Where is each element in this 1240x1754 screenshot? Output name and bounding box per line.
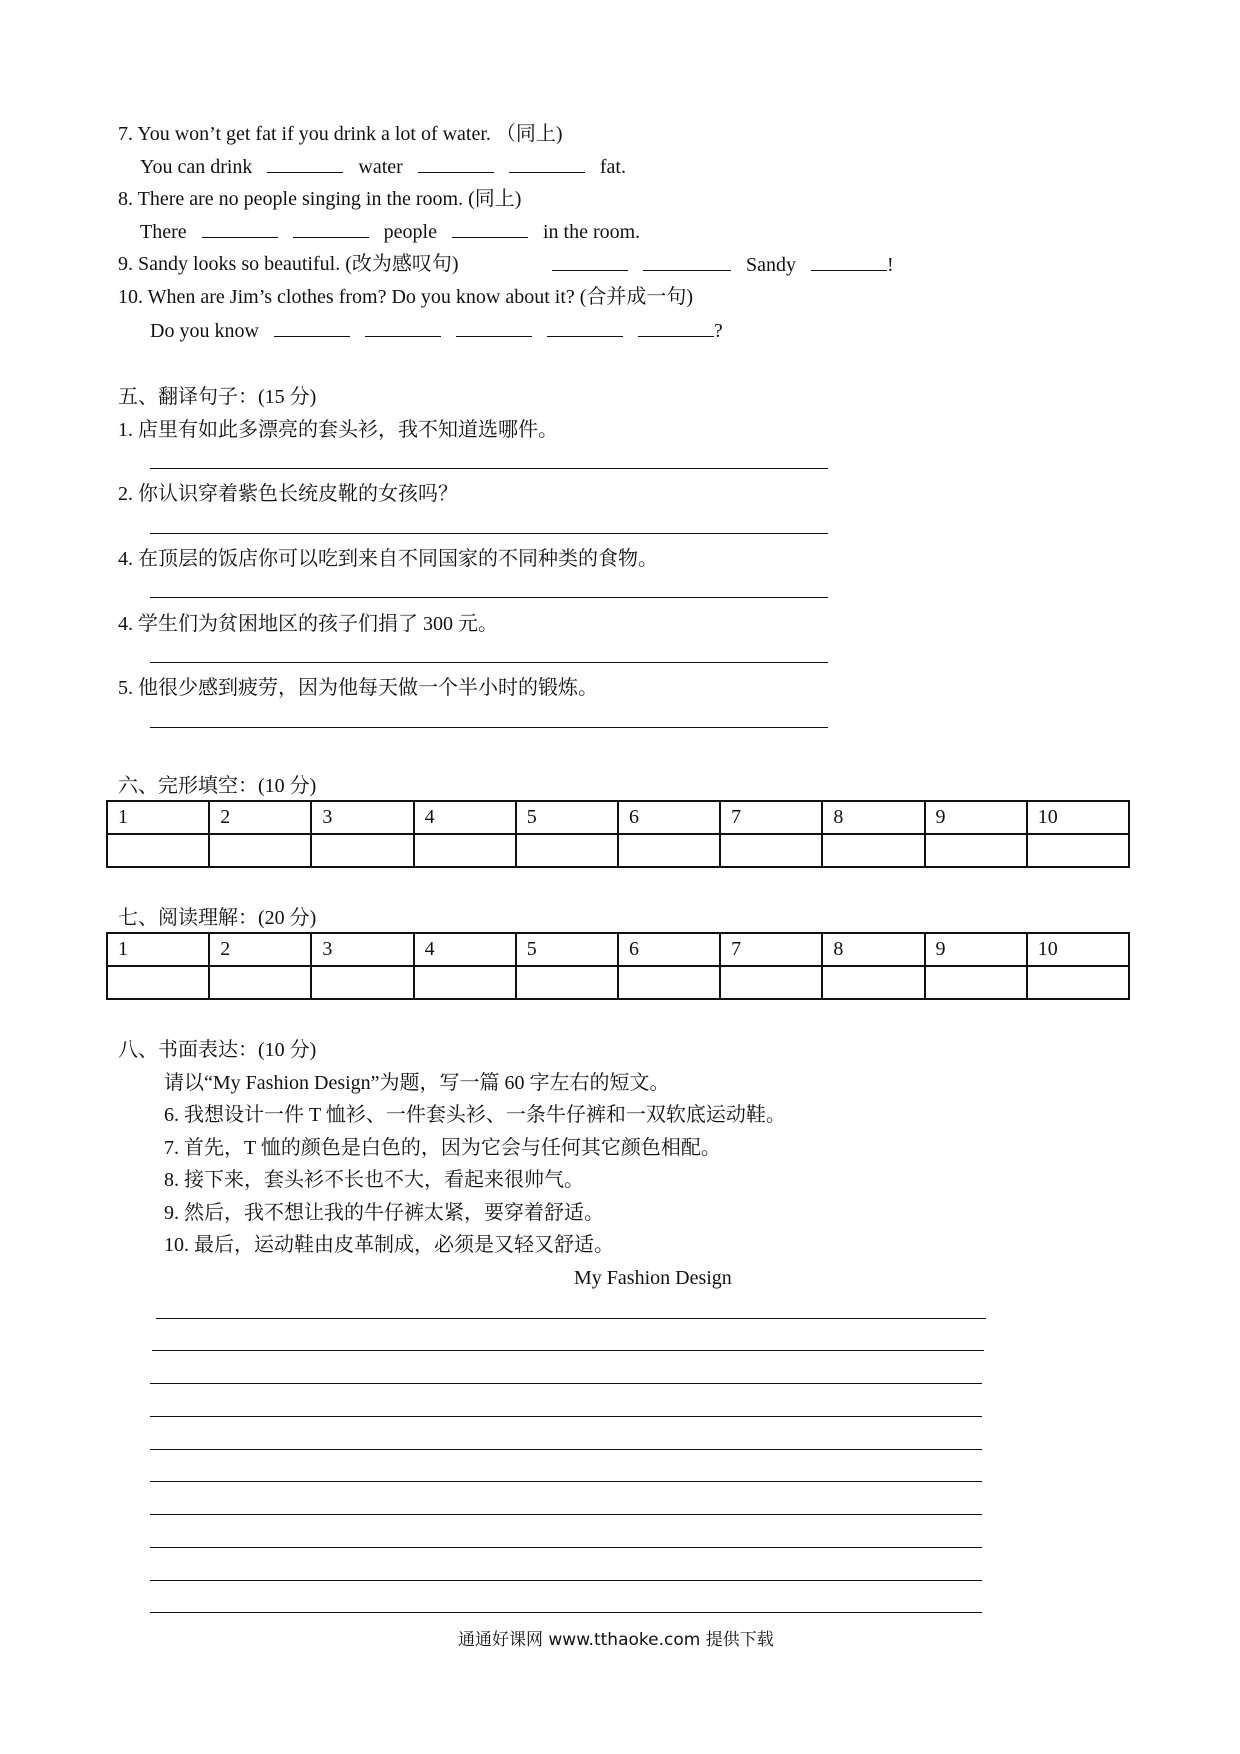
q7-suffix: fat.	[599, 156, 626, 178]
reading-answer-cell[interactable]	[414, 966, 516, 999]
cloze-number-cell: 10	[1027, 801, 1129, 834]
reading-answer-table	[106, 932, 1130, 1000]
writing-line[interactable]	[156, 1318, 986, 1319]
question-9-answer	[552, 252, 894, 277]
cloze-answer-table	[106, 800, 1130, 868]
reading-answer-cell[interactable]	[618, 966, 720, 999]
writing-line[interactable]	[150, 1481, 982, 1482]
reading-number-cell: 1	[107, 933, 209, 966]
writing-point: 8. 接下来，套头衫不长也不大，看起来很帅气。	[164, 1169, 584, 1191]
cloze-answer-cell[interactable]	[414, 834, 516, 867]
reading-number-cell: 2	[209, 933, 311, 966]
writing-point: 7. 首先，T 恤的颜色是白色的，因为它会与任何其它颜色相配。	[164, 1137, 721, 1159]
q10-blank-2[interactable]	[365, 318, 441, 337]
q8-blank-3[interactable]	[452, 219, 528, 238]
q9-blank-1[interactable]	[552, 252, 628, 271]
q9-blank-2[interactable]	[643, 252, 731, 271]
writing-line[interactable]	[150, 1547, 982, 1548]
translation-item: 4. 在顶层的饭店你可以吃到来自不同国家的不同种类的食物。	[118, 548, 658, 570]
reading-number-cell: 8	[822, 933, 924, 966]
cloze-answer-cell[interactable]	[311, 834, 413, 867]
q9-blank-3[interactable]	[811, 252, 887, 271]
writing-point: 10. 最后，运动鞋由皮革制成，必须是又轻又舒适。	[164, 1234, 614, 1256]
cloze-number-cell: 4	[414, 801, 516, 834]
cloze-number-row	[107, 801, 1129, 834]
q10-blank-1[interactable]	[274, 318, 350, 337]
answer-line[interactable]	[150, 597, 828, 598]
q9-suffix: !	[887, 254, 894, 276]
q10-blank-3[interactable]	[456, 318, 532, 337]
reading-number-cell: 10	[1027, 933, 1129, 966]
q10-suffix: ?	[713, 320, 723, 342]
footer-text: 通通好课网 www.tthaoke.com 提供下载	[458, 1630, 774, 1650]
cloze-number-cell: 2	[209, 801, 311, 834]
question-10: 10. When are Jim’s clothes from? Do you know about it? (合并成一句)	[118, 286, 694, 308]
reading-answer-cell[interactable]	[822, 966, 924, 999]
writing-line[interactable]	[150, 1514, 982, 1515]
cloze-answer-cell[interactable]	[925, 834, 1027, 867]
section-title-reading: 七、阅读理解：(20 分)	[118, 907, 317, 929]
reading-answer-cell[interactable]	[925, 966, 1027, 999]
q7-blank-2[interactable]	[418, 154, 494, 173]
question-7: 7. You won’t get fat if you drink a lot of water. （同上)	[118, 123, 563, 145]
cloze-number-cell: 9	[925, 801, 1027, 834]
q8-blank-2[interactable]	[293, 219, 369, 238]
reading-answer-row	[107, 966, 1129, 999]
cloze-number-cell: 1	[107, 801, 209, 834]
cloze-number-cell: 3	[311, 801, 413, 834]
reading-number-cell: 6	[618, 933, 720, 966]
essay-title: My Fashion Design	[574, 1267, 732, 1289]
writing-line[interactable]	[150, 1612, 982, 1613]
section-title-writing: 八、书面表达：(10 分)	[118, 1039, 317, 1061]
q7-prefix: You can drink	[140, 156, 253, 178]
question-7-answer	[140, 154, 626, 179]
q7-blank-1[interactable]	[267, 154, 343, 173]
writing-instruction: 请以“My Fashion Design”为题，写一篇 60 字左右的短文。	[164, 1072, 670, 1094]
writing-line[interactable]	[150, 1416, 982, 1417]
question-8-answer	[140, 219, 640, 244]
reading-number-cell: 4	[414, 933, 516, 966]
section-title-cloze: 六、完形填空：(10 分)	[118, 775, 317, 797]
q7-blank-3[interactable]	[509, 154, 585, 173]
answer-line[interactable]	[150, 727, 828, 728]
question-8: 8. There are no people singing in the room. (同上)	[118, 188, 522, 210]
q9-mid: Sandy	[746, 254, 796, 276]
cloze-number-cell: 8	[822, 801, 924, 834]
cloze-answer-cell[interactable]	[516, 834, 618, 867]
question-10-answer	[150, 318, 723, 343]
reading-answer-cell[interactable]	[209, 966, 311, 999]
q10-blank-4[interactable]	[547, 318, 623, 337]
q7-mid: water	[358, 156, 403, 178]
cloze-answer-cell[interactable]	[618, 834, 720, 867]
reading-number-cell: 9	[925, 933, 1027, 966]
q8-prefix: There	[140, 221, 187, 243]
reading-answer-cell[interactable]	[516, 966, 618, 999]
cloze-number-cell: 5	[516, 801, 618, 834]
section-title-translation: 五、翻译句子：(15 分)	[118, 386, 317, 408]
translation-item: 4. 学生们为贫困地区的孩子们捐了 300 元。	[118, 613, 498, 635]
question-9: 9. Sandy looks so beautiful. (改为感叹句)	[118, 253, 459, 275]
writing-line[interactable]	[150, 1580, 982, 1581]
cloze-answer-cell[interactable]	[1027, 834, 1129, 867]
reading-number-cell: 5	[516, 933, 618, 966]
cloze-answer-cell[interactable]	[822, 834, 924, 867]
cloze-number-cell: 7	[720, 801, 822, 834]
q8-suffix: in the room.	[542, 221, 641, 243]
cloze-answer-row	[107, 834, 1129, 867]
answer-line[interactable]	[150, 468, 828, 469]
translation-item: 1. 店里有如此多漂亮的套头衫，我不知道选哪件。	[118, 419, 558, 441]
cloze-answer-cell[interactable]	[209, 834, 311, 867]
q8-blank-1[interactable]	[202, 219, 278, 238]
translation-item: 5. 他很少感到疲劳，因为他每天做一个半小时的锻炼。	[118, 677, 598, 699]
cloze-answer-cell[interactable]	[107, 834, 209, 867]
writing-line[interactable]	[150, 1383, 982, 1384]
reading-answer-cell[interactable]	[311, 966, 413, 999]
reading-answer-cell[interactable]	[1027, 966, 1129, 999]
answer-line[interactable]	[150, 662, 828, 663]
q10-blank-5[interactable]	[638, 318, 714, 337]
translation-item: 2. 你认识穿着紫色长统皮靴的女孩吗？	[118, 483, 458, 505]
writing-point: 6. 我想设计一件 T 恤衫、一件套头衫、一条牛仔裤和一双软底运动鞋。	[164, 1104, 786, 1126]
reading-answer-cell[interactable]	[107, 966, 209, 999]
writing-line[interactable]	[152, 1350, 984, 1351]
cloze-answer-cell[interactable]	[720, 834, 822, 867]
q10-prefix: Do you know	[150, 320, 259, 342]
q8-mid: people	[383, 221, 437, 243]
cloze-number-cell: 6	[618, 801, 720, 834]
reading-number-cell: 7	[720, 933, 822, 966]
answer-line[interactable]	[150, 533, 828, 534]
writing-line[interactable]	[150, 1449, 982, 1450]
reading-answer-cell[interactable]	[720, 966, 822, 999]
reading-number-row	[107, 933, 1129, 966]
reading-number-cell: 3	[311, 933, 413, 966]
writing-point: 9. 然后，我不想让我的牛仔裤太紧，要穿着舒适。	[164, 1202, 604, 1224]
